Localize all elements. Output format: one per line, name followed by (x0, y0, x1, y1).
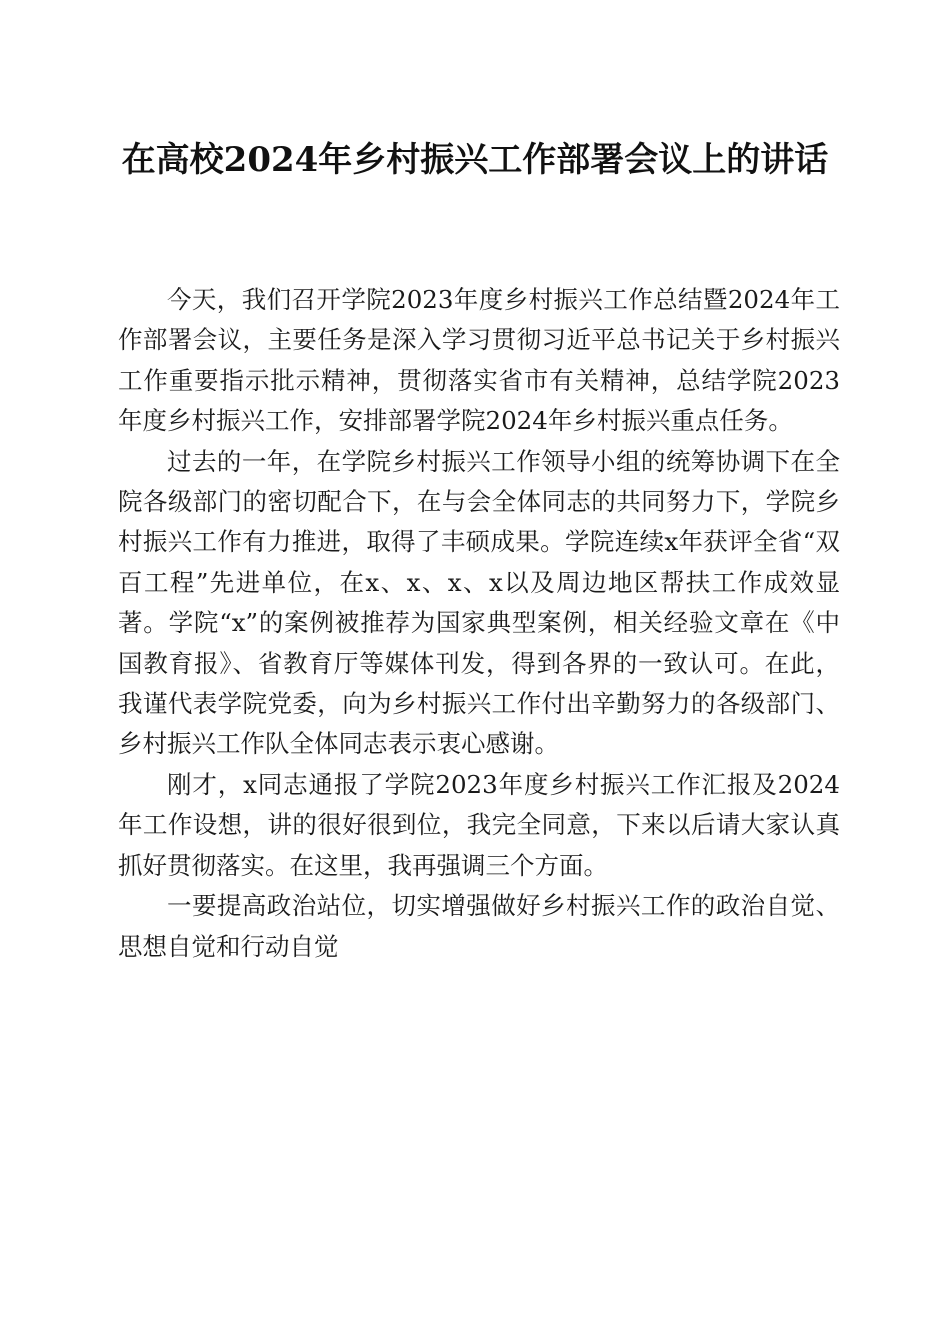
paragraph-response: 刚才，x同志通报了学院2023年度乡村振兴工作汇报及2024年工作设想，讲的很好很到位，我完全同意，下来以后请大家认真抓好贯彻落实。在这里，我再强调三个方面。 (118, 769, 840, 880)
paragraph-achievements: 过去的一年，在学院乡村振兴工作领导小组的统筹协调下在全院各级部门的密切配合下，在与会全体同志的共同努力下，学院乡村振兴工作有力推进，取得了丰硕成果。学院连续x年获评全省“双百工程”先进单位，在x、x、x、x以及周边地区帮扶工作成效显著。学院“x”的案例被推荐为国家典型案例，相关经验文章在《中国教育报》、省教育厅等媒体刊发，得到各界的一致认可。在此，我谨代表学院党委，向为乡村振兴工作付出辛勤努力的各级部门、乡村振兴工作队全体同志表示衷心感谢。 (118, 446, 840, 759)
paragraph-intro: 今天，我们召开学院2023年度乡村振兴工作总结暨2024年工作部署会议，主要任务是深入学习贯彻习近平总书记关于乡村振兴工作重要指示批示精神，贯彻落实省市有关精神，总结学院2023年度乡村振兴工作，安排部署学院2024年乡村振兴重点任务。 (118, 285, 840, 436)
document-body (118, 280, 840, 967)
document-title: 在高校2024年乡村振兴工作部署会议上的讲话 (121, 140, 829, 180)
paragraph-point-one: 一要提高政治站位，切实增强做好乡村振兴工作的政治自觉、思想自觉和行动自觉 (118, 891, 840, 961)
